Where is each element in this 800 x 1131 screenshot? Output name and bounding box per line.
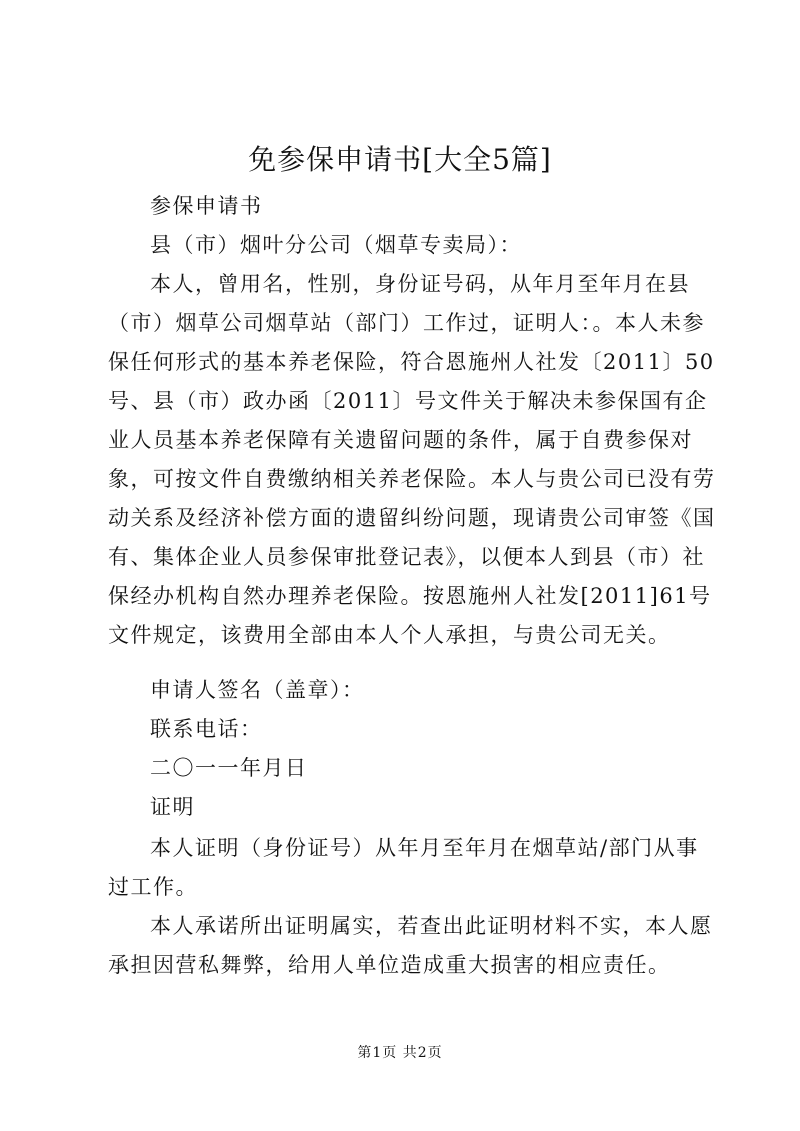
contact-phone-line: 联系电话：	[150, 717, 263, 741]
date-line: 二〇一一年月日	[150, 756, 308, 780]
commitment-body: 本人承诺所出证明属实，若查出此证明材料不实，本人愿承担因营私舞弊，给用人单位造成重大损害的相应责任。	[108, 914, 713, 977]
application-body: 本人，曾用名，性别，身份证号码，从年月至年月在县（市）烟草公司烟草站（部门）工作过，证明人：。本人未参保任何形式的基本养老保险，符合恩施州人社发〔2011〕50号、县（市）政办函〔2011〕号文件关于解决未参保国有企业人员基本养老保障有关遗留问题的条件，属于自费参保对象，可按文件自费缴纳相关养老保险。本人与贵公司已没有劳动关系及经济补偿方面的遗留纠纷问题，现请贵公司审签《国有、集体企业人员参保审批登记表》，以便本人到县（市）社保经办机构自然办理养老保险。按恩施州人社发[2011]61号文件规定，该费用全部由本人个人承担，与贵公司无关。	[108, 272, 716, 647]
section-heading-application: 参保申请书	[150, 194, 263, 218]
certificate-body: 本人证明（身份证号）从年月至年月在烟草站/部门从事过工作。	[108, 836, 699, 899]
applicant-signature-line: 申请人签名（盖章）：	[150, 678, 365, 702]
section-heading-certificate: 证明	[150, 795, 195, 819]
page-number: 第1页 共2页	[357, 1045, 443, 1061]
addressee-line: 县（市）烟叶分公司（烟草专卖局）：	[150, 233, 522, 257]
document-title: 免参保申请书[大全5篇]	[248, 143, 552, 176]
